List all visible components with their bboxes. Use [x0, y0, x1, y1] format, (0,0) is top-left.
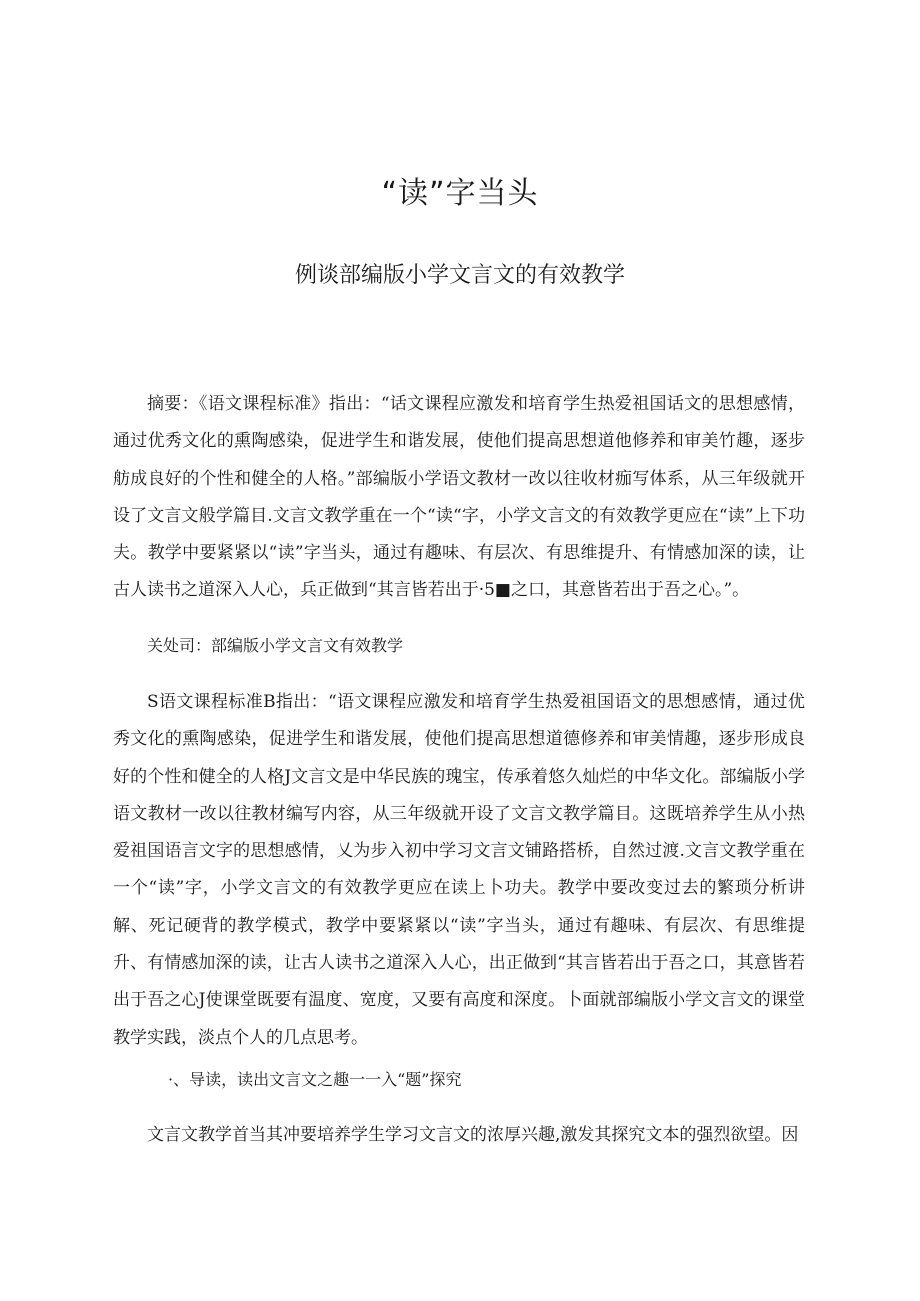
- document-title: “读”字当头: [381, 176, 539, 211]
- document-subtitle: 例谈部编版小学文言文的有效教学: [294, 263, 625, 288]
- body-paragraph-2: 文言文教学首当其冲要培养学生学习文言文的浓厚兴趣,激发其探究文本的强烈欲望。因: [147, 1125, 799, 1145]
- abstract-paragraph: 摘要：《语文课程标准》指出：“话文课程应激发和培育学生热爱祖国话文的思想感情，通过优秀文化的熏陶感染，促进学生和谐发展，使他们提高思想道他修养和审美竹趣，逐步舫成良好的个性和健全的人格。”部编版小学语文教材一改以往收材痂写体系，从三年级就开设了文言文般学篇目.文言文教学重在一个“读“字，小学文言文的有效教学更应在“读”上下功夫。教学中要紧紧以“读”字当头，通过有趣味、有层次、有思维提升、有情感加深的读，让古人读书之道深入人心，兵正做到“其言皆若出于·5■之口，其意皆若出于吾之心。”。: [113, 394, 805, 601]
- keywords-line: 关处司：部编版小学文言文有效教学: [147, 636, 404, 655]
- section-heading-1: ·、导读，读出文言文之趣一一入“题”探究: [168, 1070, 462, 1089]
- body-paragraph-1: S语文课程标准B指出：“语文课程应激发和培育学生热爱祖国语文的思想感情，通过优秀文化的熏陶感染，促进学生和谐发展，使他们提高思想道德修养和审美情趣，逐步形成良好的个性和健全的人格J文言文是中华民族的瑰宝，传承着悠久灿烂的中华文化。部编版小学语文教材一改以往教材编写内容，从三年级就开设了文言文教学篇目。这既培养学生从小热爱祖国语言文字的思想感情，乂为步入初中学习文言文铺路搭桥，自然过渡.文言文教学重在一个“读”字，小学文言文的有效教学更应在读上卜功夫。教学中要改变过去的繁琐分析讲解、死记硬背的教学模式，教学中要紧紧以“读”字当头，通过有趣味、有层次、有思维提升、有情感加深的读，让古人读书之道深入人心，出正做到“其言皆若出于吾之口，其意皆若出于吾之心J使课堂既要有温度、宽度，又要有高度和深度。卜面就部编版小学文言文的课堂教学实践，淡点个人的几点思考。: [113, 692, 805, 1048]
